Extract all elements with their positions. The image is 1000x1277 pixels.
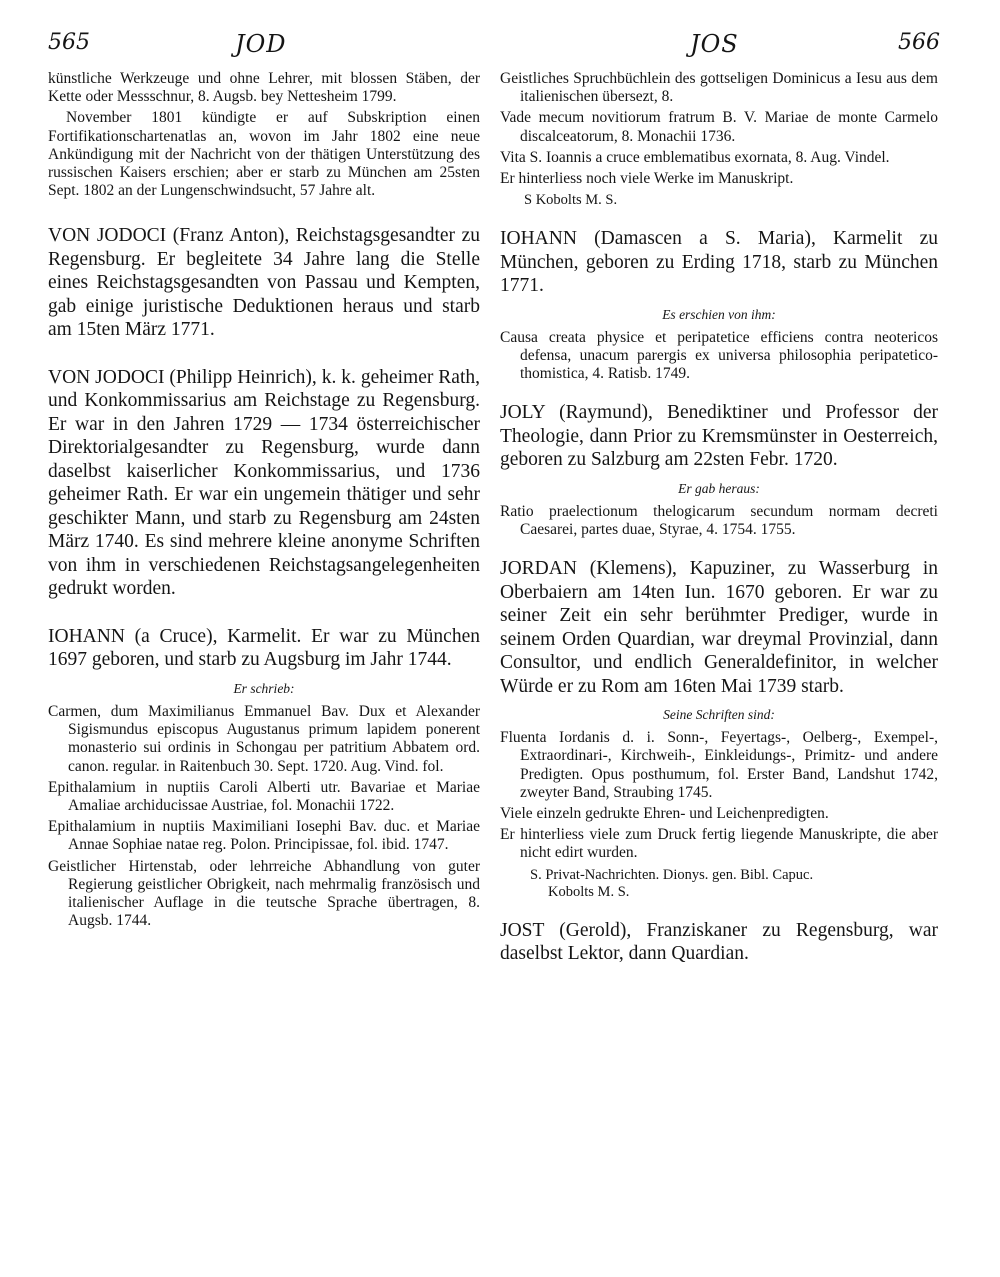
work-item: Ratio praelectionum thelogicarum secundum normam decreti Caesarei, partes duae, Styrae, 4. 1754. 1755. bbox=[500, 502, 938, 539]
work-item: Carmen, dum Maximilianus Emmanuel Bav. Dux et Alexander Sigismundus episcopus Augustanus primum lapidem ponerent monasterio sui ordinis in Schongau per patritium Abbatem ord. canon. regular. in Raitenbuch 30. Sept. 1720. Aug. Vind. fol. bbox=[48, 702, 480, 775]
work-item: Er hinterliess viele zum Druck fertig liegende Manuskripte, die aber nicht edirt wurden. bbox=[500, 826, 938, 862]
work-item: Epithalamium in nuptiis Caroli Alberti utr. Bavariae et Mariae Amaliae archiducissae Austriae, fol. Monachii 1722. bbox=[48, 778, 480, 814]
source-signature: S Kobolts M. S. bbox=[524, 192, 618, 209]
works-label: Seine Schriften sind: bbox=[663, 707, 775, 723]
entry-iohann-damascen: IOHANN (Damascen a S. Maria), Karmelit zu München, geboren zu Erding 1718, starb zu München 1771. bbox=[500, 228, 938, 297]
works-label: Es erschien von ihm: bbox=[662, 306, 776, 322]
page-header bbox=[40, 30, 940, 70]
entry-joly-raymund: JOLY (Raymund), Benediktiner und Professor der Theologie, dann Prior zu Kremsmünster in Oesterreich, geboren zu Salzburg am 22sten Febr. 1720. bbox=[500, 402, 938, 471]
entry-jordan-klemens: JORDAN (Klemens), Kapuziner, zu Wasserburg in Oberbaiern am 14ten Iun. 1670 geboren. Er war zu seiner Zeit ein sehr berühmter Prediger, wurde in seinem Orden Quardian, war dreymal Provinzial, dann Consultor, und endlich Generaldefinitor, in welcher Würde er zu Rom am 16ten Mai 1739 starb. bbox=[500, 558, 938, 697]
work-item: Viele einzeln gedrukte Ehren- und Leichenpredigten. bbox=[500, 805, 829, 823]
manuscript-note: Er hinterliess noch viele Werke im Manuskript. bbox=[500, 170, 794, 188]
entry-jost-gerold: JOST (Gerold), Franziskaner zu Regensburg, war daselbst Lektor, dann Quardian. bbox=[500, 919, 938, 965]
continued-paragraph-2: November 1801 kündigte er auf Subskription einen Fortifikationschartenatlas an, wovon im Jahr 1802 eine neue Ankündigung mit der Nachricht von der thätigen Unterstützung des russischen Kaisers erschien; aber er starb zu München am 25sten Sept. 1802 an der Lungenschwindsucht, 57 Jahre alt. bbox=[48, 109, 480, 200]
source-signature: S. Privat-Nachrichten. Dionys. gen. Bibl. Capuc. bbox=[530, 866, 814, 883]
works-label: Er schrieb: bbox=[233, 680, 295, 696]
work-item: Causa creata physice et peripatetice efficiens contra neotericos defensa, unacum parergis ex universa philosophia peripatetico-thomistica, 4. Ratisb. 1749. bbox=[500, 328, 938, 383]
source-signature-2: Kobolts M. S. bbox=[548, 883, 630, 900]
right-running-head: JOS bbox=[690, 30, 739, 58]
entry-jodoci-franz-anton: VON JODOCI (Franz Anton), Reichstagsgesandter zu Regensburg. Er begleitete 34 Jahre lang die Stelle eines Reichstagsgesandten von Passau und Kempten, gab einige juristische Deduktionen heraus und starb am 15ten März 1771. bbox=[48, 225, 480, 341]
left-running-head: JOD bbox=[235, 30, 287, 58]
work-item: Geistlicher Hirtenstab, oder lehrreiche Abhandlung von guter Regierung geistlicher Obrigkeit, nach mehrmalig französisch und italienischer Auflage in die teutsche Sprache übertragen, 8. Augsb. 1744. bbox=[48, 857, 480, 930]
continued-paragraph: künstliche Werkzeuge und ohne Lehrer, mit blossen Stäben, der Kette oder Messschnur, 8. Augsb. bey Nettesheim 1799. bbox=[48, 70, 480, 106]
entry-jodoci-philipp-heinrich: VON JODOCI (Philipp Heinrich), k. k. geheimer Rath, und Konkommissarius am Reichstage zu Regensburg. Er war in den Jahren 1729 — 1734 österreichischer Direktorialgesandter zu Regensburg, wurde dann daselbst kaiserlicher Konkommissarius, und 1736 geheimer Rath. Er war ein ungemein thätiger und sehr geschikter Mann, und starb zu Regensburg am 24sten März 1740. Es sind mehrere kleine anonyme Schriften von ihm in verschiedenen Reichstagsangelegenheiten gedrukt worden. bbox=[48, 366, 480, 600]
work-item: Epithalamium in nuptiis Maximiliani Iosephi Bav. duc. et Mariae Annae Sophiae natae reg. Polon. Principissae, fol. ibid. 1747. bbox=[48, 818, 480, 854]
entry-iohann-a-cruce: IOHANN (a Cruce), Karmelit. Er war zu München 1697 geboren, und starb zu Augsburg im Jahr 1744. bbox=[48, 625, 480, 671]
work-item: Fluenta Iordanis d. i. Sonn-, Feyertags-, Oelberg-, Exempel-, Extraordinari-, Kirchweih-, Einkleidungs-, Primitz- und andere Predigten. Opus posthumum, fol. Erster Band, Landshut 1742, zweyter Band, Straubing 1745. bbox=[500, 729, 938, 801]
left-column bbox=[48, 70, 480, 933]
work-item: Vita S. Ioannis a cruce emblematibus exornata, 8. Aug. Vindel. bbox=[500, 148, 890, 166]
work-item: Vade mecum novitiorum fratrum B. V. Mariae de monte Carmelo discalceatorum, 8. Monachii 1736. bbox=[500, 109, 938, 145]
work-item: Geistliches Spruchbüchlein des gottseligen Dominicus a Iesu aus dem italienischen übersezt, 8. bbox=[500, 70, 938, 106]
right-page-number: 566 bbox=[898, 30, 940, 55]
left-page-number: 565 bbox=[48, 30, 90, 55]
right-column bbox=[500, 70, 938, 966]
works-label: Er gab heraus: bbox=[678, 480, 760, 496]
